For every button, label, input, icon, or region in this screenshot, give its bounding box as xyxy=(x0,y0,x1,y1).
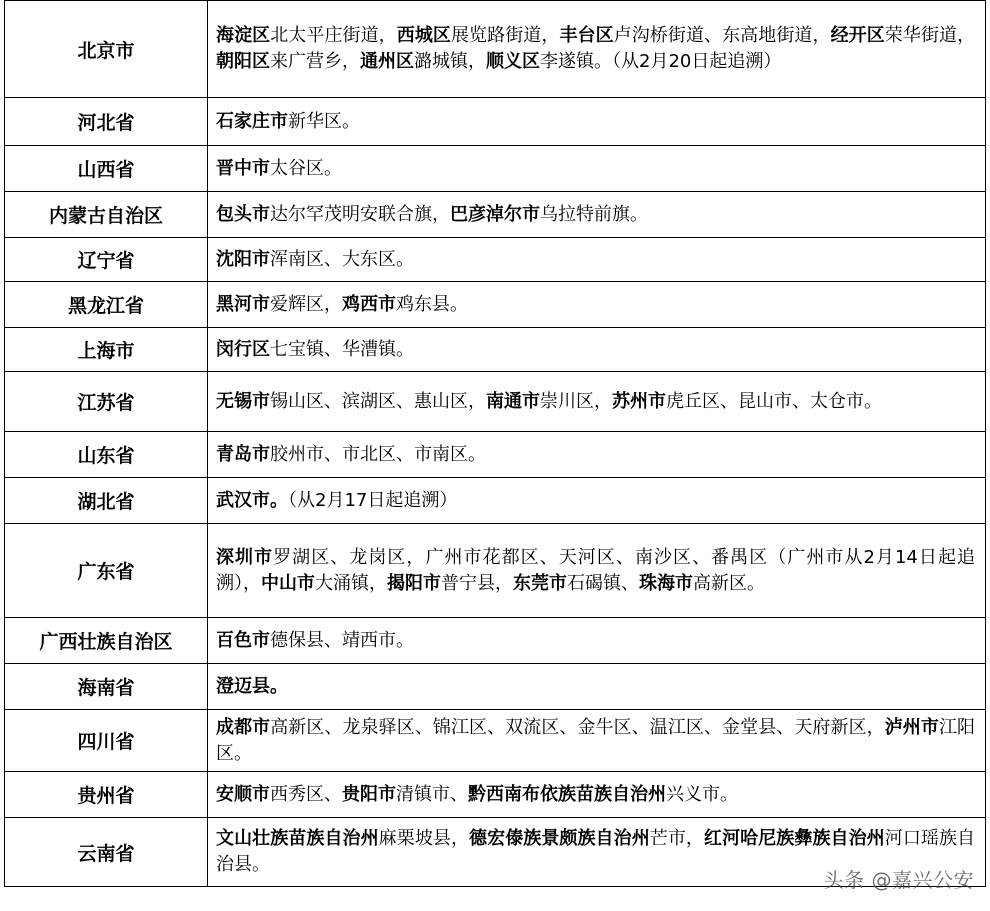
district-text: 达尔罕茂明安联合旗， xyxy=(270,203,450,225)
city-name: 海淀区 xyxy=(216,25,271,46)
province-cell: 广东省 xyxy=(5,524,208,618)
city-name: 德宏傣族景颇族自治州 xyxy=(469,828,650,849)
city-name: 无锡市 xyxy=(216,390,270,412)
table-row xyxy=(5,818,986,887)
detail-cell xyxy=(208,432,986,478)
city-name: 泸州市 xyxy=(884,716,939,738)
district-text: 胶州市、市北区、市南区。 xyxy=(270,443,486,465)
table-row xyxy=(5,772,986,818)
table-row xyxy=(5,282,986,328)
city-name: 安顺市 xyxy=(216,783,270,805)
detail-cell xyxy=(208,664,986,710)
detail-cell xyxy=(208,98,986,146)
district-text: 清镇市、 xyxy=(396,783,468,805)
district-text: 太谷区。 xyxy=(270,157,342,179)
district-text: 锡山区、滨湖区、惠山区， xyxy=(270,390,486,412)
province-cell: 山东省 xyxy=(5,432,208,478)
province-cell: 黑龙江省 xyxy=(5,282,208,328)
city-name: 青岛市 xyxy=(216,443,270,465)
city-name: 朝阳区 xyxy=(216,51,270,72)
detail-cell xyxy=(208,818,986,887)
table-row xyxy=(5,524,986,618)
detail-cell xyxy=(208,282,986,328)
district-text: 鸡东县。 xyxy=(396,293,468,315)
district-text: 崇川区， xyxy=(540,390,612,412)
city-name: 南通市 xyxy=(486,390,540,412)
table-row xyxy=(5,238,986,282)
city-name: 珠海市 xyxy=(639,572,693,594)
district-text: 河口瑶族自治县。 xyxy=(216,828,976,875)
detail-cell xyxy=(208,618,986,664)
province-cell: 北京市 xyxy=(5,1,208,98)
district-text: 虎丘区、昆山市、太仓市。 xyxy=(666,390,882,412)
city-name: 丰台区 xyxy=(559,25,614,46)
city-name: 石家庄市 xyxy=(216,110,288,132)
region-table-body xyxy=(5,1,986,887)
city-name: 深圳市 xyxy=(216,546,274,568)
detail-cell xyxy=(208,710,986,772)
district-text: 乌拉特前旗。 xyxy=(540,203,648,225)
district-text: 爱辉区， xyxy=(270,293,342,315)
city-name: 武汉市。 xyxy=(216,489,288,511)
city-name: 文山壮族苗族自治州 xyxy=(216,828,379,849)
table-row xyxy=(5,328,986,372)
city-name: 沈阳市 xyxy=(216,248,270,270)
table-row xyxy=(5,98,986,146)
city-name: 黔西南布依族苗族自治州 xyxy=(468,783,666,805)
city-name: 包头市 xyxy=(216,203,270,225)
province-cell: 贵州省 xyxy=(5,772,208,818)
city-name: 闵行区 xyxy=(216,338,270,360)
province-cell: 辽宁省 xyxy=(5,238,208,282)
district-text: 展览路街道， xyxy=(450,25,560,46)
district-text: 卢沟桥街道、东高地街道， xyxy=(613,25,831,46)
province-cell: 广西壮族自治区 xyxy=(5,618,208,664)
detail-cell xyxy=(208,524,986,618)
district-text: 北太平庄街道， xyxy=(270,25,397,46)
province-cell: 海南省 xyxy=(5,664,208,710)
table-row xyxy=(5,372,986,432)
district-text: 罗湖区、龙岗区，广州市花都区、天河区、南沙区、番禺区（广州市从2月14日起追溯）， xyxy=(216,546,976,594)
table-row xyxy=(5,146,986,192)
detail-cell xyxy=(208,1,986,98)
detail-cell xyxy=(208,328,986,372)
table-row xyxy=(5,478,986,524)
district-text: 西秀区、 xyxy=(270,783,342,805)
city-name: 百色市 xyxy=(216,629,270,651)
district-text: 芒市， xyxy=(649,828,705,849)
city-name: 东莞市 xyxy=(513,572,567,594)
province-cell: 四川省 xyxy=(5,710,208,772)
province-cell: 云南省 xyxy=(5,818,208,887)
city-name: 黑河市 xyxy=(216,293,270,315)
detail-cell xyxy=(208,478,986,524)
district-text: 德保县、靖西市。 xyxy=(270,629,414,651)
city-name: 巴彦淖尔市 xyxy=(450,203,540,225)
district-text: 大涌镇， xyxy=(315,572,387,594)
province-cell: 河北省 xyxy=(5,98,208,146)
city-name: 顺义区 xyxy=(486,51,540,72)
province-cell: 内蒙古自治区 xyxy=(5,192,208,238)
district-text: 高新区、龙泉驿区、锦江区、双流区、金牛区、温江区、金堂县、天府新区， xyxy=(270,716,885,738)
district-text: 江阳区。 xyxy=(216,716,976,764)
region-table xyxy=(4,0,986,887)
city-name: 贵阳市 xyxy=(342,783,396,805)
city-name: 成都市 xyxy=(216,716,271,738)
city-name: 红河哈尼族彝族自治州 xyxy=(704,828,885,849)
district-text: 潞城镇， xyxy=(414,51,486,72)
watermark: 头条 @嘉兴公安 xyxy=(823,868,974,892)
province-cell: 江苏省 xyxy=(5,372,208,432)
table-row xyxy=(5,710,986,772)
city-name: 经开区 xyxy=(830,25,885,46)
district-text: 石碣镇、 xyxy=(567,572,639,594)
city-name: 苏州市 xyxy=(612,390,666,412)
table-row xyxy=(5,432,986,478)
province-cell: 山西省 xyxy=(5,146,208,192)
district-text: 荣华街道， xyxy=(884,25,976,46)
province-cell: 湖北省 xyxy=(5,478,208,524)
table-row xyxy=(5,664,986,710)
district-text: 麻栗坡县， xyxy=(378,828,470,849)
detail-cell xyxy=(208,772,986,818)
city-name: 中山市 xyxy=(261,572,315,594)
province-cell: 上海市 xyxy=(5,328,208,372)
city-name: 晋中市 xyxy=(216,157,270,179)
district-text: （从2月17日起追溯） xyxy=(288,489,458,511)
city-name: 西城区 xyxy=(396,25,451,46)
detail-cell xyxy=(208,372,986,432)
detail-cell xyxy=(208,238,986,282)
district-text: 高新区。 xyxy=(693,572,765,594)
district-text: 浑南区、大东区。 xyxy=(270,248,414,270)
table-row xyxy=(5,192,986,238)
city-name: 揭阳市 xyxy=(387,572,441,594)
district-text: 新华区。 xyxy=(288,110,360,132)
city-name: 通州区 xyxy=(360,51,414,72)
table-row xyxy=(5,618,986,664)
district-text: 兴义市。 xyxy=(666,783,738,805)
detail-cell xyxy=(208,146,986,192)
detail-cell xyxy=(208,192,986,238)
district-text: 七宝镇、华漕镇。 xyxy=(270,338,414,360)
district-text: 李遂镇。（从2月20日起追溯） xyxy=(540,51,782,72)
city-name: 澄迈县。 xyxy=(216,675,288,697)
district-text: 来广营乡， xyxy=(270,51,360,72)
district-text: 普宁县， xyxy=(441,572,513,594)
table-row xyxy=(5,1,986,98)
city-name: 鸡西市 xyxy=(342,293,396,315)
